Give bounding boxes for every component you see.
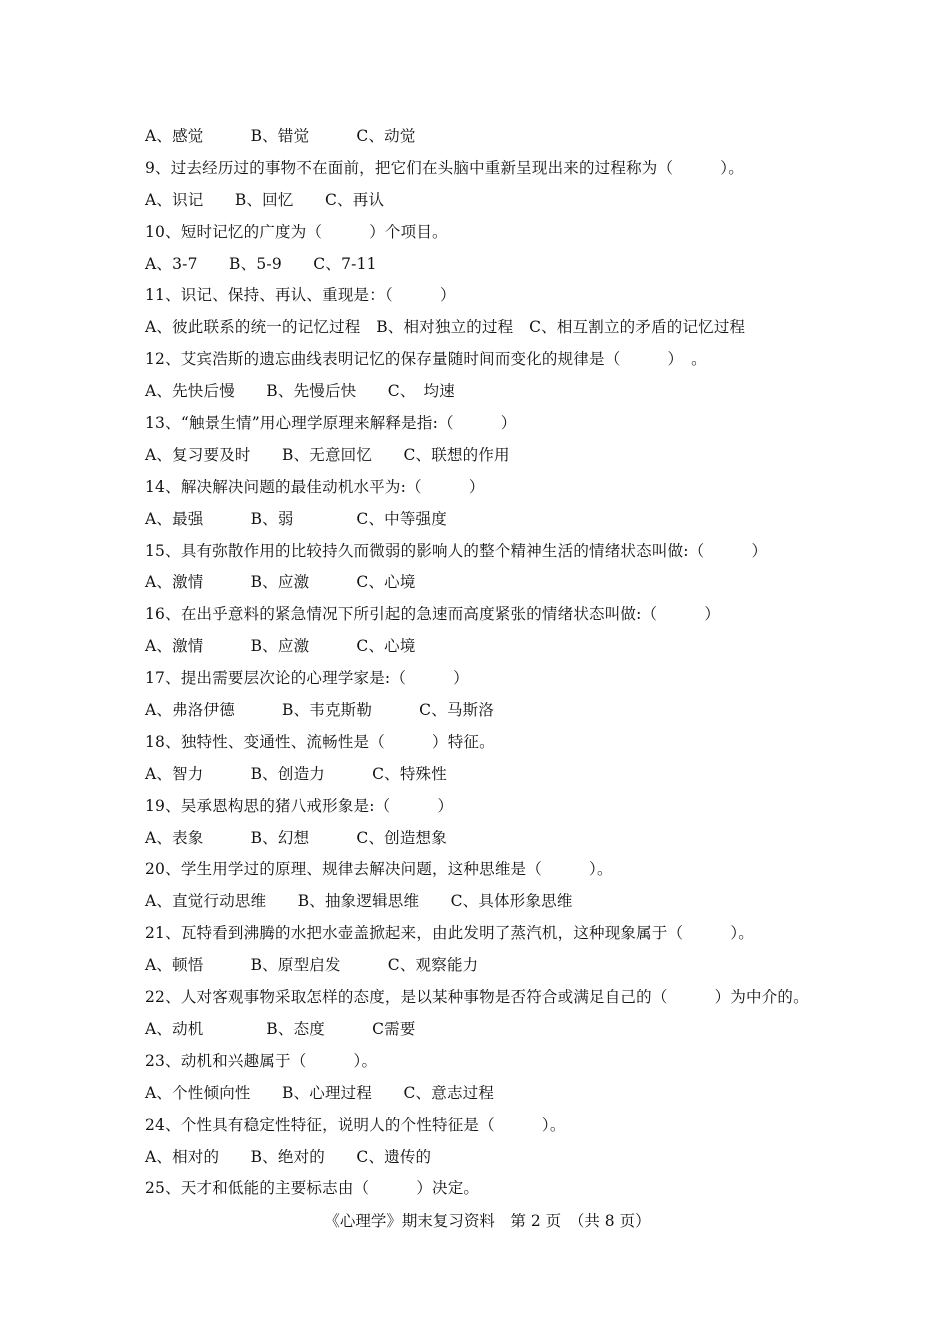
answer-options: A、3-7 B、5-9 C、7-11: [145, 254, 377, 273]
answer-options: A、彼此联系的统一的记忆过程 B、相对独立的过程 C、相互割立的矛盾的记忆过程: [145, 318, 746, 337]
answer-options: A、相对的 B、绝对的 C、遗传的: [145, 1147, 432, 1166]
answer-options: A、智力 B、创造力 C、特殊性: [145, 764, 447, 783]
answer-options: A、识记 B、回忆 C、再认: [145, 190, 385, 209]
answer-options: A、顿悟 B、原型启发 C、观察能力: [145, 956, 479, 975]
question-text: 15、具有弥散作用的比较持久而微弱的影响人的整个精神生活的情绪状态叫做:（ ）: [145, 541, 768, 560]
question-text: 13、“触景生情”用心理学原理来解释是指:（ ）: [145, 414, 517, 433]
answer-options: A、个性倾向性 B、心理过程 C、意志过程: [145, 1083, 495, 1102]
answer-options: A、先快后慢 B、先慢后快 C、 均速: [145, 382, 455, 401]
question-text: 24、个性具有稳定性特征，说明人的个性特征是（ ）。: [145, 1115, 566, 1134]
question-text: 17、提出需要层次论的心理学家是:（ ）: [145, 669, 469, 688]
question-text: 21、瓦特看到沸腾的水把水壶盖掀起来，由此发明了蒸汽机，这种现象属于（ ）。: [145, 924, 754, 943]
question-text: 23、动机和兴趣属于（ ）。: [145, 1051, 378, 1070]
question-text: 20、学生用学过的原理、规律去解决问题，这种思维是（ ）。: [145, 860, 613, 879]
answer-options: A、表象 B、幻想 C、创造想象: [145, 828, 447, 847]
question-text: 10、短时记忆的广度为（ ）个项目。: [145, 222, 448, 241]
answer-options: A、动机 B、态度 C需要: [145, 1019, 416, 1038]
question-text: 19、吴承恩构思的猪八戒形象是:（ ）: [145, 796, 454, 815]
answer-options: A、复习要及时 B、无意回忆 C、联想的作用: [145, 445, 510, 464]
question-text: 11、识记、保持、再认、重现是：（ ）: [145, 286, 456, 305]
answer-options: A、感觉 B、错觉 C、动觉: [145, 127, 416, 145]
question-text: 22、人对客观事物采取怎样的态度，是以某种事物是否符合或满足自己的（ ）为中介的。: [145, 988, 809, 1007]
question-text: 25、天才和低能的主要标志由（ ）决定。: [145, 1179, 480, 1198]
question-text: 9、过去经历过的事物不在面前，把它们在头脑中重新呈现出来的过程称为（ ）。: [145, 158, 744, 177]
answer-options: A、激情 B、应激 C、心境: [145, 637, 416, 656]
answer-options: A、直觉行动思维 B、抽象逻辑思维 C、具体形象思维: [145, 892, 573, 911]
page-footer: 《心理学》期末复习资料 第 2 页 （共 8 页）: [324, 1212, 651, 1230]
question-list: [145, 121, 825, 1205]
question-text: 14、解决解决问题的最佳动机水平为:（ ）: [145, 477, 485, 496]
answer-options: A、弗洛伊德 B、韦克斯勒 C、马斯洛: [145, 701, 495, 720]
question-text: 16、在出乎意料的紧急情况下所引起的急速而高度紧张的情绪状态叫做:（ ）: [145, 605, 721, 624]
answer-options: A、激情 B、应激 C、心境: [145, 573, 416, 592]
answer-options: A、最强 B、弱 C、中等强度: [145, 509, 447, 528]
question-text: 12、艾宾浩斯的遗忘曲线表明记忆的保存量随时间而变化的规律是（ ） 。: [145, 350, 707, 369]
question-text: 18、独特性、变通性、流畅性是（ ）特征。: [145, 732, 495, 751]
